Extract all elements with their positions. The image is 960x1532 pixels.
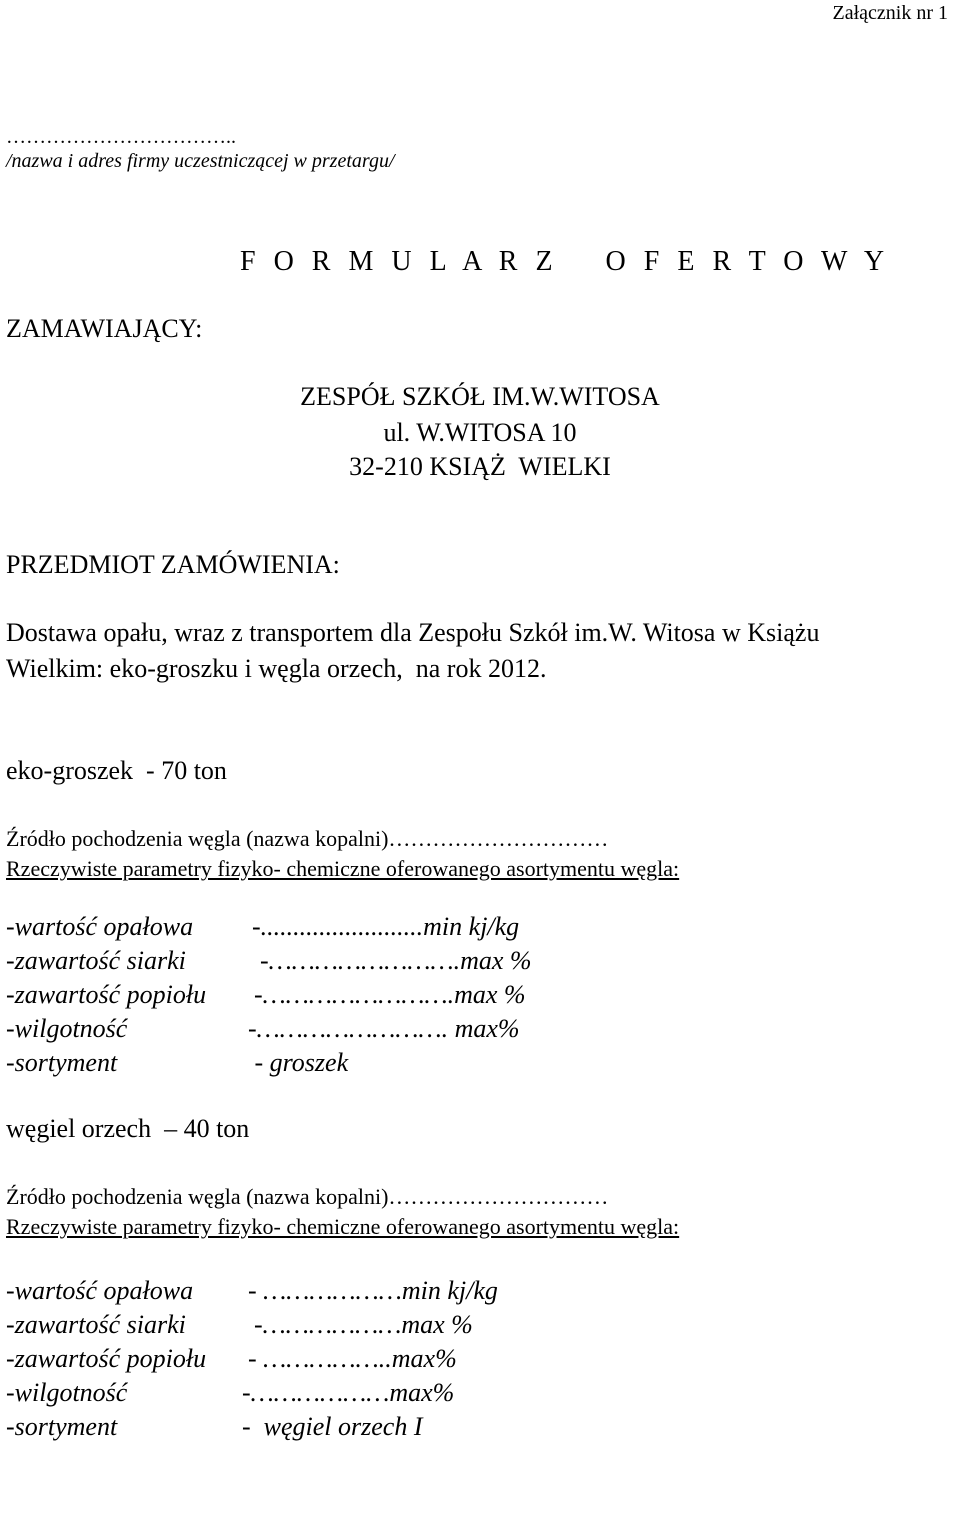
param-value: -………………max % bbox=[254, 1310, 473, 1339]
fuel2-param-row bbox=[6, 1412, 423, 1532]
fuel1-params-heading: Rzeczywiste parametry fizyko- chemiczne oferowanego asortymentu węgla: bbox=[6, 856, 680, 881]
param-name: -zawartość siarki bbox=[6, 946, 186, 975]
param-name: -wilgotność bbox=[6, 1014, 128, 1043]
param-name: -wilgotność bbox=[6, 1378, 128, 1407]
ordering-party-street: ul. W.WITOSA 10 bbox=[383, 418, 577, 447]
param-value: - węgiel orzech I bbox=[242, 1412, 423, 1441]
param-value: -……………………. max% bbox=[248, 1014, 520, 1043]
fuel1-source-field: Źródło pochodzenia węgla (nazwa kopalni)………………………… bbox=[6, 826, 609, 851]
fuel1-title: eko-groszek - 70 ton bbox=[6, 756, 227, 785]
fuel2-title: węgiel orzech – 40 ton bbox=[6, 1114, 250, 1143]
param-name: -zawartość siarki bbox=[6, 1310, 186, 1339]
firm-name-placeholder-dots: …………………………….. bbox=[6, 126, 236, 148]
param-value: - ………………min kj/kg bbox=[248, 1276, 498, 1305]
param-name: -wartość opałowa bbox=[6, 912, 194, 941]
fuel2-source-field: Źródło pochodzenia węgla (nazwa kopalni)………………………… bbox=[6, 1184, 609, 1209]
param-value: -………………max% bbox=[242, 1378, 455, 1407]
firm-name-caption: /nazwa i adres firmy uczestniczącej w przetargu/ bbox=[6, 150, 395, 172]
param-name: -zawartość popiołu bbox=[6, 1344, 207, 1373]
order-subject-line-2: Wielkim: eko-groszku i węgla orzech, na rok 2012. bbox=[6, 654, 547, 683]
order-subject-label: PRZEDMIOT ZAMÓWIENIA: bbox=[6, 550, 340, 579]
annex-number: Załącznik nr 1 bbox=[832, 2, 948, 24]
param-value: - ……………..max% bbox=[248, 1344, 457, 1373]
ordering-party-label: ZAMAWIAJĄCY: bbox=[6, 314, 203, 343]
param-value: -.........................min kj/kg bbox=[252, 912, 520, 941]
param-name: -sortyment bbox=[6, 1412, 118, 1441]
order-subject-line-1: Dostawa opału, wraz z transportem dla Zespołu Szkół im.W. Witosa w Książu bbox=[6, 618, 820, 647]
ordering-party-city: 32-210 KSIĄŻ WIELKI bbox=[349, 452, 611, 481]
fuel2-params-heading: Rzeczywiste parametry fizyko- chemiczne oferowanego asortymentu węgla: bbox=[6, 1214, 680, 1239]
param-value: -…………………….max % bbox=[260, 946, 532, 975]
form-title: F O R M U L A R Z O F E R T O W Y bbox=[240, 246, 885, 277]
param-value: -…………………….max % bbox=[254, 980, 526, 1009]
ordering-party-name: ZESPÓŁ SZKÓŁ IM.W.WITOSA bbox=[300, 382, 660, 411]
param-value: - groszek bbox=[248, 1048, 349, 1077]
param-name: -sortyment bbox=[6, 1048, 118, 1077]
param-name: -wartość opałowa bbox=[6, 1276, 194, 1305]
param-name: -zawartość popiołu bbox=[6, 980, 207, 1009]
